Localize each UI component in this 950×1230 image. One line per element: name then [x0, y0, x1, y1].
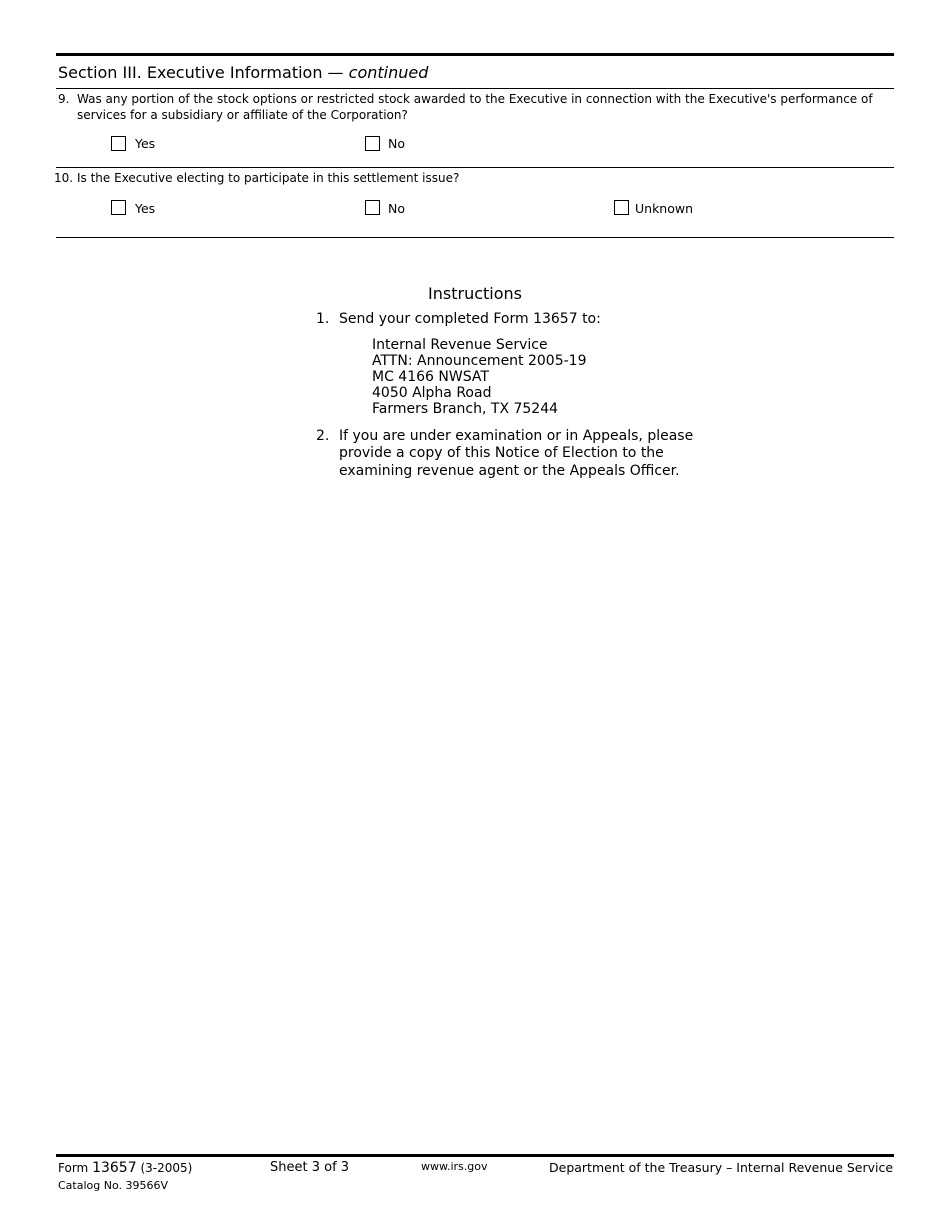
q9-no-checkbox[interactable]	[365, 136, 380, 151]
section-title-text: Section III. Executive Information —	[58, 63, 344, 82]
footer-form-date: (3-2005)	[140, 1161, 193, 1175]
section-title	[58, 63, 428, 82]
question-9-rule	[56, 167, 894, 168]
question-9-number: 9.	[58, 92, 70, 106]
question-9-text-line1: Was any portion of the stock options or restricted stock awarded to the Executive in connection with the Executive's performance of	[77, 92, 873, 106]
instruction-2-line-1: If you are under examination or in Appeals, please	[339, 428, 694, 444]
question-10-text: Is the Executive electing to participate in this settlement issue?	[77, 171, 460, 185]
footer-department: Department of the Treasury – Internal Revenue Service	[549, 1160, 894, 1175]
question-10-rule	[56, 237, 894, 238]
section-header-rule	[56, 88, 894, 89]
footer-sheet: Sheet 3 of 3	[270, 1160, 350, 1175]
footer-form-number: 13657	[92, 1160, 137, 1176]
q9-yes-label: Yes	[135, 136, 156, 151]
footer-website: www.irs.gov	[421, 1160, 488, 1173]
address-line-1: Internal Revenue Service	[372, 337, 548, 353]
address-line-4: 4050 Alpha Road	[372, 385, 492, 401]
q9-no-label: No	[388, 136, 405, 151]
instruction-2-number: 2.	[316, 428, 330, 444]
instruction-2-line-3: examining revenue agent or the Appeals Officer.	[339, 463, 680, 479]
instructions-title: Instructions	[428, 284, 522, 303]
q10-unknown-checkbox[interactable]	[614, 200, 629, 215]
instruction-1-text: Send your completed Form 13657 to:	[339, 311, 601, 327]
section-title-suffix: continued	[348, 63, 429, 82]
question-10-number: 10.	[54, 171, 74, 185]
top-rule	[56, 53, 894, 56]
instruction-1-number: 1.	[316, 311, 330, 327]
q10-no-checkbox[interactable]	[365, 200, 380, 215]
address-line-3: MC 4166 NWSAT	[372, 369, 489, 385]
footer-catalog: Catalog No. 39566V	[58, 1179, 169, 1192]
q10-yes-checkbox[interactable]	[111, 200, 126, 215]
instruction-2-line-2: provide a copy of this Notice of Election to the	[339, 445, 664, 461]
address-line-2: ATTN: Announcement 2005-19	[372, 353, 587, 369]
footer-rule	[56, 1154, 894, 1157]
q10-unknown-label: Unknown	[635, 201, 694, 216]
footer-form-id	[58, 1160, 192, 1176]
q9-yes-checkbox[interactable]	[111, 136, 126, 151]
q10-yes-label: Yes	[135, 201, 156, 216]
question-9-text-line2: services for a subsidiary or affiliate of the Corporation?	[77, 108, 408, 122]
footer-form-label: Form	[58, 1161, 89, 1175]
address-line-5: Farmers Branch, TX 75244	[372, 401, 559, 417]
q10-no-label: No	[388, 201, 405, 216]
